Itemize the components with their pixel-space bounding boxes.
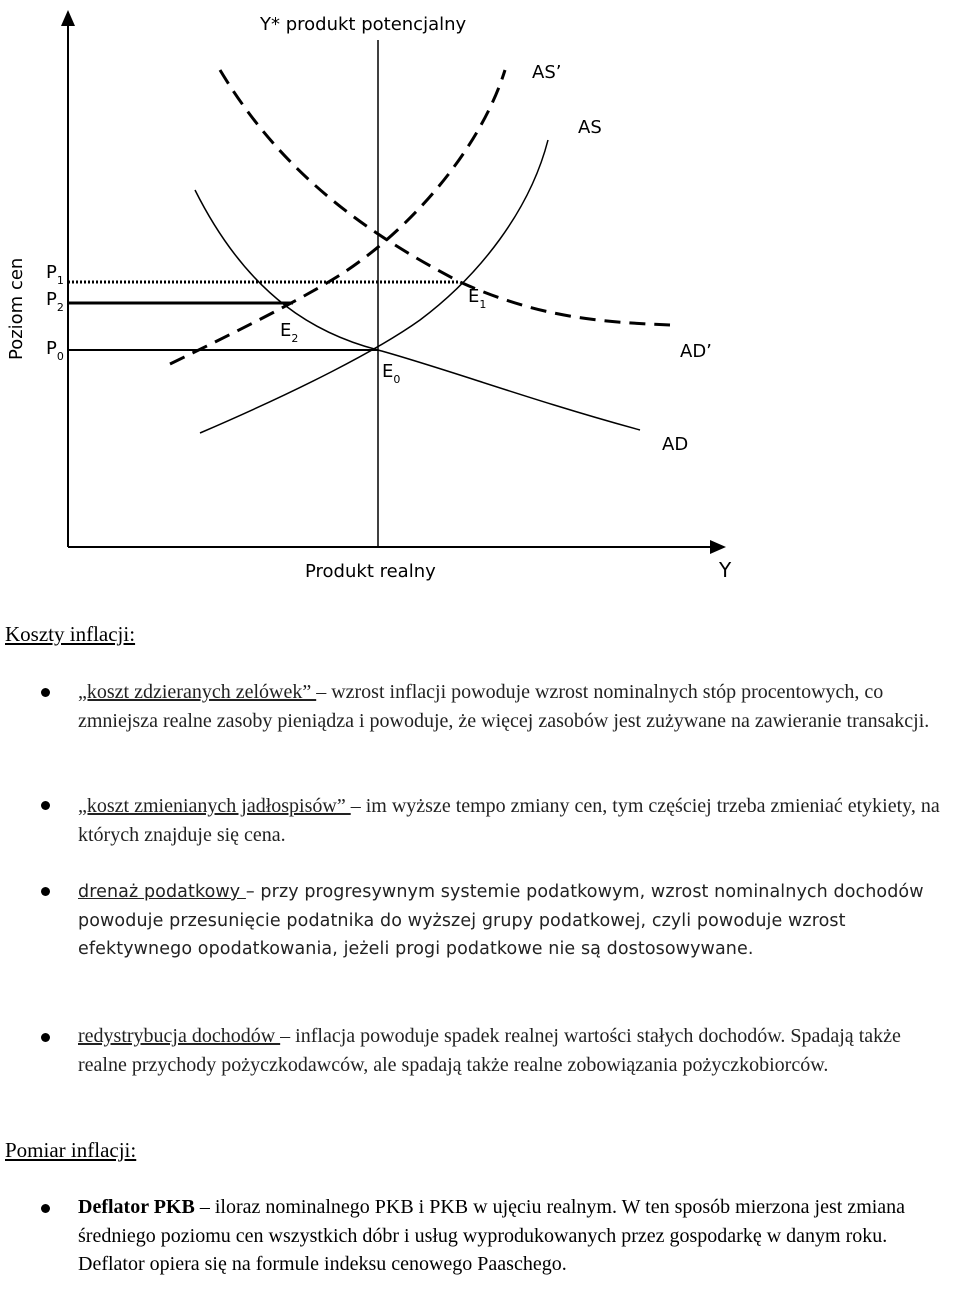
bullet-icon — [41, 1033, 50, 1042]
ad-prime-label: AD’ — [680, 341, 712, 362]
cost-description: – im wyższe tempo zmiany cen, tym częściej trzeba zmieniać etykiety, na których znajduje się cena. — [78, 795, 940, 846]
ad-curve — [195, 190, 640, 430]
p1-label: $P_1$ — [46, 262, 64, 287]
as-label: AS — [578, 117, 602, 138]
list-item — [78, 792, 954, 849]
cost-term: „koszt zmienianych jadłospisów” — [78, 795, 351, 817]
bullet-icon — [41, 1204, 50, 1213]
bullet-icon — [41, 801, 50, 810]
as-prime-label: AS’ — [532, 62, 562, 83]
x-axis-arrow — [710, 540, 726, 554]
cost-description: – inflacja powoduje spadek realnej wartości stałych dochodów. Spadają także realne przychody pożyczkodawców, ale spadają także realne zobowiązania pożyczkobiorców. — [78, 1025, 901, 1076]
as-curve — [200, 140, 548, 433]
x-axis-end-label: Y — [719, 558, 732, 582]
cost-description: – przy progresywnym systemie podatkowym, wzrost nominalnych dochodów powoduje przesunięcie podatnika do wyższej grupy podatkowej, czyli powoduje wzrost efektywnego opodatkowania, jeżeli progi podatkowe nie są dostosowywane. — [78, 882, 924, 960]
list-item — [78, 1193, 954, 1279]
measure-description: – iloraz nominalnego PKB i PKB w ujęciu realnym. W ten sposób mierzona jest zmiana średniego poziomu cen wszystkich dóbr i usług wyprodukowanych przez gospodarkę w danym roku. Deflator opiera się na formule indeksu cenowego Paaschego. — [78, 1196, 906, 1276]
y-axis-label: Poziom cen — [6, 257, 27, 360]
ad-prime-curve — [220, 70, 670, 325]
cost-term: „koszt zdzieranych zelówek” — [78, 681, 317, 703]
x-axis-label: Produkt realny — [305, 561, 436, 582]
measure-section-title: Pomiar inflacji: — [5, 1138, 137, 1162]
list-item — [78, 1022, 954, 1079]
bullet-icon — [41, 887, 50, 896]
p0-label: $P_0$ — [46, 338, 64, 363]
e1-label: $E_1$ — [468, 286, 487, 311]
cost-term: redystrybucja dochodów — [78, 1025, 281, 1047]
cost-description: – wzrost inflacji powoduje wzrost nominalnych stóp procentowych, co zmniejsza realne zasoby pieniądza i powoduje, że więcej zasobów jest zużywane na zawieranie transakcji. — [78, 681, 930, 732]
list-item — [78, 878, 954, 964]
measure-term: Deflator PKB — [78, 1196, 195, 1218]
as-ad-diagram — [0, 0, 960, 600]
costs-section-title: Koszty inflacji: — [5, 622, 136, 646]
cost-term: drenaż podatkowy — [78, 882, 246, 902]
p2-label: $P_2$ — [46, 289, 64, 314]
ad-label: AD — [662, 434, 689, 455]
y-axis-arrow — [61, 10, 75, 26]
potential-output-label: Y* produkt potencjalny — [260, 14, 467, 35]
as-prime-curve — [170, 70, 505, 364]
e2-label: $E_2$ — [280, 320, 299, 345]
list-item — [78, 678, 954, 735]
e0-label: $E_0$ — [382, 361, 401, 386]
bullet-icon — [41, 688, 50, 697]
